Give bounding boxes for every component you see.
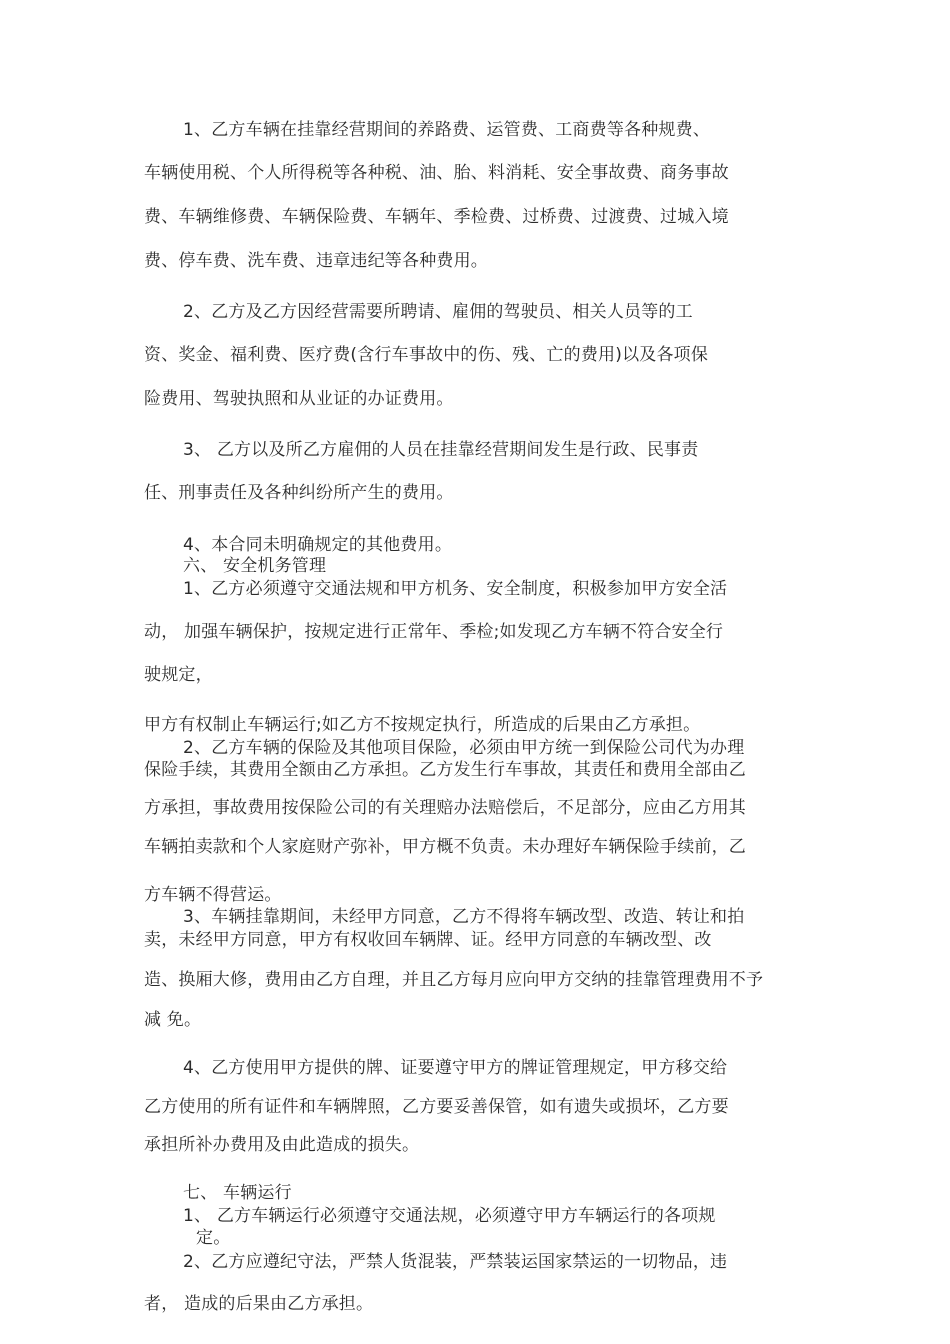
- section-heading: 七、 车辆运行: [183, 1183, 292, 1203]
- text-line: 任、刑事责任及各种纠纷所产生的费用。: [144, 483, 454, 503]
- text-line: 4、本合同未明确规定的其他费用。: [183, 535, 453, 555]
- text-line: 险费用、驾驶执照和从业证的办证费用。: [144, 389, 454, 409]
- section-heading: 六、 安全机务管理: [183, 556, 327, 576]
- text-line: 4、乙方使用甲方提供的牌、证要遵守甲方的牌证管理规定，甲方移交给: [183, 1058, 728, 1078]
- text-line: 方承担，事故费用按保险公司的有关理赔办法赔偿后，不足部分，应由乙方用其: [144, 798, 746, 818]
- text-line: 1、乙方车辆在挂靠经营期间的养路费、运管费、工商费等各种规费、: [183, 120, 711, 140]
- text-line: 承担所补办费用及由此造成的损失。: [144, 1135, 420, 1155]
- text-line: 减 免。: [144, 1010, 202, 1030]
- text-line: 甲方有权制止车辆运行;如乙方不按规定执行，所造成的后果由乙方承担。: [144, 715, 701, 735]
- text-line: 驶规定，: [144, 665, 213, 685]
- text-line: 2、乙方应遵纪守法，严禁人货混装，严禁装运国家禁运的一切物品，违: [183, 1252, 728, 1272]
- text-line: 3、 乙方以及所乙方雇佣的人员在挂靠经营期间发生是行政、民事责: [183, 440, 699, 460]
- text-line: 费、车辆维修费、车辆保险费、车辆年、季检费、过桥费、过渡费、过城入境: [144, 207, 729, 227]
- text-line: 费、停车费、洗车费、违章违纪等各种费用。: [144, 251, 488, 271]
- text-line: 保险手续，其费用全额由乙方承担。乙方发生行车事故，其责任和费用全部由乙: [144, 760, 746, 780]
- text-line: 3、车辆挂靠期间，未经甲方同意，乙方不得将车辆改型、改造、转让和拍: [183, 907, 745, 927]
- text-line: 动， 加强车辆保护，按规定进行正常年、季检;如发现乙方车辆不符合安全行: [144, 622, 724, 642]
- text-line: 造、换厢大修，费用由乙方自理，并且乙方每月应向甲方交纳的挂靠管理费用不予: [144, 970, 764, 990]
- text-line: 资、奖金、福利费、医疗费(含行车事故中的伤、残、亡的费用)以及各项保: [144, 345, 709, 365]
- text-line: 车辆使用税、个人所得税等各种税、油、胎、料消耗、安全事故费、商务事故: [144, 163, 729, 183]
- text-line: 乙方使用的所有证件和车辆牌照，乙方要妥善保管，如有遗失或损坏，乙方要: [144, 1097, 729, 1117]
- text-line: 方车辆不得营运。: [144, 885, 282, 905]
- text-line: 卖，未经甲方同意，甲方有权收回车辆牌、证。经甲方同意的车辆改型、改: [144, 930, 712, 950]
- text-line: 者， 造成的后果由乙方承担。: [144, 1294, 374, 1314]
- text-line: 车辆拍卖款和个人家庭财产弥补，甲方概不负责。未办理好车辆保险手续前，乙: [144, 837, 746, 857]
- text-line: 定。: [196, 1228, 231, 1248]
- text-line: 2、乙方车辆的保险及其他项目保险，必须由甲方统一到保险公司代为办理: [183, 738, 745, 758]
- text-line: 1、 乙方车辆运行必须遵守交通法规，必须遵守甲方车辆运行的各项规: [183, 1206, 716, 1226]
- text-line: 1、乙方必须遵守交通法规和甲方机务、安全制度，积极参加甲方安全活: [183, 579, 728, 599]
- text-line: 2、乙方及乙方因经营需要所聘请、雇佣的驾驶员、相关人员等的工: [183, 302, 693, 322]
